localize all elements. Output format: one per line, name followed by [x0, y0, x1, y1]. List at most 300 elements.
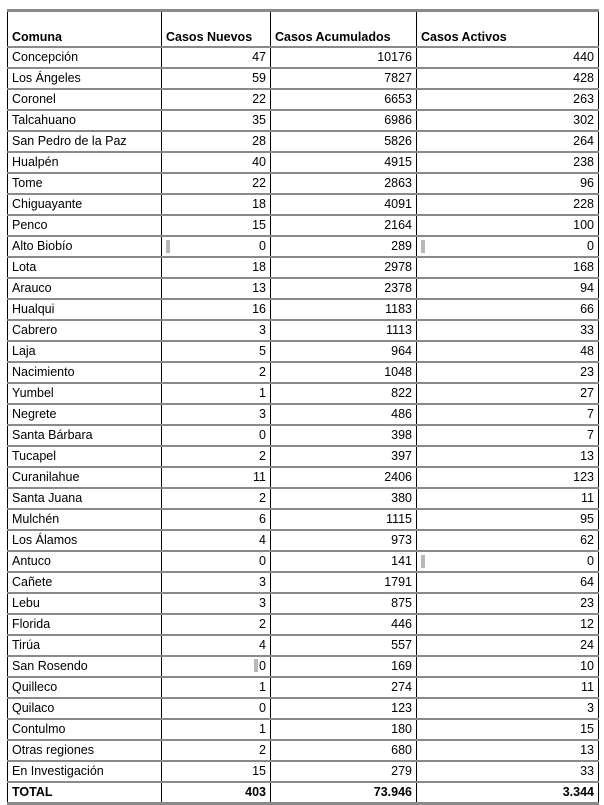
casos-acumulados-cell: [271, 131, 417, 152]
table-body: [8, 47, 599, 782]
table-row: [8, 341, 599, 362]
casos-acumulados-cell: [271, 404, 417, 425]
casos-activos-cell-value: 7: [587, 407, 594, 421]
casos-nuevos-cell-value: 2: [259, 365, 266, 379]
casos-activos-cell-value: 3: [587, 701, 594, 715]
casos-nuevos-cell: [162, 215, 271, 236]
casos-nuevos-cell: [162, 467, 271, 488]
casos-nuevos-cell-value: 0: [259, 428, 266, 442]
casos-nuevos-cell-value: 3: [259, 575, 266, 589]
casos-nuevos-cell-value: 0: [259, 554, 266, 568]
comuna-cell-value: Coronel: [12, 92, 56, 106]
comuna-cell-value: Santa Bárbara: [12, 428, 93, 442]
cell-marker-icon: [421, 240, 425, 253]
comuna-cell: [8, 110, 162, 131]
casos-activos-cell: [417, 467, 599, 488]
table-row: [8, 467, 599, 488]
casos-acumulados-cell-value: 557: [391, 638, 412, 652]
total-activos: 3.344: [417, 782, 599, 804]
casos-activos-cell-value: 13: [580, 449, 594, 463]
table-row: [8, 215, 599, 236]
casos-acumulados-cell-value: 2978: [384, 260, 412, 274]
casos-activos-cell: [417, 278, 599, 299]
casos-nuevos-cell-value: 47: [252, 50, 266, 64]
casos-activos-cell-value: 428: [573, 71, 594, 85]
casos-activos-cell-value: 33: [580, 323, 594, 337]
casos-acumulados-cell: [271, 383, 417, 404]
casos-activos-cell-value: 11: [581, 680, 594, 694]
comuna-cell: [8, 761, 162, 782]
casos-activos-cell-value: 7: [587, 428, 594, 442]
table-row: [8, 89, 599, 110]
comuna-cell-value: Los Ángeles: [12, 71, 81, 85]
table-row: [8, 110, 599, 131]
casos-acumulados-cell: [271, 215, 417, 236]
casos-acumulados-cell: [271, 47, 417, 68]
casos-activos-cell-value: 64: [580, 575, 594, 589]
comuna-cell-value: Alto Biobío: [12, 239, 73, 253]
comuna-cell-value: Yumbel: [12, 386, 54, 400]
comuna-cell-value: Arauco: [12, 281, 52, 295]
covid-cases-table: [7, 9, 599, 805]
casos-acumulados-cell-value: 4915: [384, 155, 412, 169]
comuna-cell: [8, 383, 162, 404]
comuna-cell-value: San Rosendo: [12, 659, 88, 673]
comuna-cell: [8, 425, 162, 446]
comuna-cell-value: Contulmo: [12, 722, 66, 736]
casos-acumulados-cell: [271, 614, 417, 635]
casos-nuevos-cell: [162, 656, 271, 677]
casos-activos-cell: [417, 299, 599, 320]
table-row: [8, 761, 599, 782]
casos-activos-cell-value: 168: [573, 260, 594, 274]
casos-acumulados-cell-value: 2406: [384, 470, 412, 484]
casos-acumulados-cell: [271, 593, 417, 614]
comuna-cell-value: Negrete: [12, 407, 57, 421]
casos-acumulados-cell-value: 141: [391, 554, 412, 568]
table-row: [8, 257, 599, 278]
table-row: [8, 404, 599, 425]
comuna-cell-value: Chiguayante: [12, 197, 83, 211]
header-casos-acumulados: Casos Acumulados: [271, 11, 417, 48]
casos-activos-cell-value: 0: [587, 239, 594, 253]
comuna-cell-value: Tucapel: [12, 449, 57, 463]
casos-nuevos-cell: [162, 320, 271, 341]
casos-activos-cell: [417, 719, 599, 740]
comuna-cell-value: Mulchén: [12, 512, 60, 526]
casos-nuevos-cell: [162, 614, 271, 635]
casos-activos-cell-value: 48: [580, 344, 594, 358]
casos-acumulados-cell-value: 180: [391, 722, 412, 736]
casos-acumulados-cell-value: 6653: [384, 92, 412, 106]
casos-activos-cell: [417, 761, 599, 782]
casos-nuevos-cell: [162, 677, 271, 698]
casos-activos-cell-value: 33: [580, 764, 594, 778]
casos-activos-cell-value: 264: [573, 134, 594, 148]
casos-nuevos-cell-value: 18: [252, 260, 266, 274]
casos-acumulados-cell: [271, 635, 417, 656]
casos-acumulados-cell-value: 1048: [384, 365, 412, 379]
casos-nuevos-cell-value: 6: [259, 512, 266, 526]
casos-activos-cell: [417, 404, 599, 425]
comuna-cell-value: Laja: [12, 344, 36, 358]
casos-activos-cell: [417, 425, 599, 446]
casos-nuevos-cell-value: 0: [259, 701, 266, 715]
casos-nuevos-cell-value: 3: [259, 407, 266, 421]
casos-acumulados-cell: [271, 278, 417, 299]
casos-nuevos-cell: [162, 383, 271, 404]
casos-nuevos-cell: [162, 152, 271, 173]
casos-acumulados-cell: [271, 362, 417, 383]
casos-nuevos-cell: [162, 719, 271, 740]
comuna-cell-value: Tome: [12, 176, 43, 190]
casos-activos-cell: [417, 530, 599, 551]
casos-activos-cell-value: 66: [580, 302, 594, 316]
casos-activos-cell-value: 96: [580, 176, 594, 190]
casos-activos-cell: [417, 110, 599, 131]
casos-acumulados-cell: [271, 551, 417, 572]
casos-acumulados-cell: [271, 467, 417, 488]
casos-nuevos-cell-value: 15: [252, 218, 266, 232]
casos-acumulados-cell-value: 2863: [384, 176, 412, 190]
table-row: [8, 572, 599, 593]
casos-acumulados-cell: [271, 698, 417, 719]
casos-acumulados-cell: [271, 719, 417, 740]
casos-nuevos-cell: [162, 635, 271, 656]
comuna-cell: [8, 551, 162, 572]
comuna-cell: [8, 194, 162, 215]
comuna-cell-value: Lota: [12, 260, 37, 274]
casos-activos-cell-value: 62: [580, 533, 594, 547]
casos-acumulados-cell: [271, 68, 417, 89]
casos-activos-cell: [417, 47, 599, 68]
comuna-cell: [8, 467, 162, 488]
casos-acumulados-cell-value: 1791: [384, 575, 412, 589]
casos-acumulados-cell-value: 279: [391, 764, 412, 778]
casos-nuevos-cell-value: 0: [259, 239, 266, 253]
casos-acumulados-cell-value: 274: [391, 680, 412, 694]
casos-activos-cell-value: 23: [580, 596, 594, 610]
table-row: [8, 677, 599, 698]
table-row: [8, 383, 599, 404]
comuna-cell: [8, 320, 162, 341]
casos-acumulados-cell: [271, 173, 417, 194]
casos-acumulados-cell: [271, 257, 417, 278]
comuna-cell: [8, 278, 162, 299]
casos-acumulados-cell: [271, 341, 417, 362]
casos-nuevos-cell: [162, 698, 271, 719]
comuna-cell: [8, 488, 162, 509]
casos-activos-cell-value: 100: [573, 218, 594, 232]
casos-acumulados-cell-value: 6986: [384, 113, 412, 127]
casos-activos-cell: [417, 446, 599, 467]
casos-acumulados-cell: [271, 446, 417, 467]
table-row: [8, 131, 599, 152]
comuna-cell-value: En Investigación: [12, 764, 104, 778]
casos-activos-cell-value: 94: [580, 281, 594, 295]
casos-activos-cell-value: 24: [580, 638, 594, 652]
casos-acumulados-cell-value: 2164: [384, 218, 412, 232]
comuna-cell: [8, 677, 162, 698]
casos-activos-cell: [417, 677, 599, 698]
casos-activos-cell: [417, 173, 599, 194]
casos-activos-cell: [417, 656, 599, 677]
casos-acumulados-cell: [271, 677, 417, 698]
casos-nuevos-cell-value: 2: [259, 491, 266, 505]
casos-nuevos-cell: [162, 299, 271, 320]
casos-acumulados-cell-value: 5826: [384, 134, 412, 148]
total-label: TOTAL: [8, 782, 162, 804]
casos-activos-cell-value: 440: [573, 50, 594, 64]
casos-nuevos-cell-value: 18: [252, 197, 266, 211]
casos-nuevos-cell: [162, 341, 271, 362]
cell-marker-icon: [254, 659, 258, 672]
comuna-cell-value: Quilaco: [12, 701, 55, 715]
comuna-cell: [8, 173, 162, 194]
casos-acumulados-cell: [271, 761, 417, 782]
casos-acumulados-cell: [271, 110, 417, 131]
casos-nuevos-cell: [162, 404, 271, 425]
total-nuevos: 403: [162, 782, 271, 804]
casos-acumulados-cell-value: 446: [391, 617, 412, 631]
casos-activos-cell: [417, 89, 599, 110]
casos-acumulados-cell: [271, 530, 417, 551]
casos-nuevos-cell: [162, 740, 271, 761]
casos-acumulados-cell-value: 964: [391, 344, 412, 358]
casos-activos-cell: [417, 257, 599, 278]
casos-acumulados-cell-value: 1115: [386, 512, 412, 526]
comuna-cell-value: Nacimiento: [12, 365, 75, 379]
casos-nuevos-cell: [162, 68, 271, 89]
casos-activos-cell: [417, 194, 599, 215]
casos-activos-cell: [417, 341, 599, 362]
table-row: [8, 68, 599, 89]
comuna-cell: [8, 740, 162, 761]
comuna-cell-value: Talcahuano: [12, 113, 76, 127]
comuna-cell-value: Concepción: [12, 50, 79, 64]
header-row: [8, 11, 599, 48]
comuna-cell: [8, 257, 162, 278]
comuna-cell-value: Antuco: [12, 554, 51, 568]
table-row: [8, 47, 599, 68]
casos-nuevos-cell-value: 3: [259, 596, 266, 610]
comuna-cell: [8, 614, 162, 635]
casos-acumulados-cell-value: 380: [391, 491, 412, 505]
casos-nuevos-cell: [162, 551, 271, 572]
casos-nuevos-cell-value: 11: [253, 470, 266, 484]
comuna-cell-value: San Pedro de la Paz: [12, 134, 127, 148]
casos-nuevos-cell-value: 28: [252, 134, 266, 148]
casos-activos-cell-value: 95: [580, 512, 594, 526]
casos-activos-cell: [417, 740, 599, 761]
casos-nuevos-cell: [162, 173, 271, 194]
casos-acumulados-cell-value: 289: [391, 239, 412, 253]
casos-acumulados-cell-value: 680: [391, 743, 412, 757]
casos-nuevos-cell-value: 2: [259, 743, 266, 757]
casos-acumulados-cell: [271, 320, 417, 341]
table-row: [8, 194, 599, 215]
comuna-cell: [8, 572, 162, 593]
casos-nuevos-cell: [162, 530, 271, 551]
table-row: [8, 551, 599, 572]
casos-nuevos-cell-value: 3: [259, 323, 266, 337]
casos-nuevos-cell: [162, 194, 271, 215]
table-row: [8, 299, 599, 320]
comuna-cell-value: Otras regiones: [12, 743, 94, 757]
casos-nuevos-cell-value: 4: [259, 533, 266, 547]
table-row: [8, 593, 599, 614]
casos-acumulados-cell: [271, 488, 417, 509]
casos-acumulados-cell-value: 822: [391, 386, 412, 400]
comuna-cell-value: Lebu: [12, 596, 40, 610]
casos-nuevos-cell-value: 40: [252, 155, 266, 169]
casos-acumulados-cell-value: 1113: [386, 323, 412, 337]
comuna-cell: [8, 593, 162, 614]
table-row: [8, 488, 599, 509]
comuna-cell: [8, 299, 162, 320]
casos-nuevos-cell-value: 5: [259, 344, 266, 358]
casos-nuevos-cell: [162, 761, 271, 782]
casos-activos-cell-value: 238: [573, 155, 594, 169]
comuna-cell: [8, 215, 162, 236]
casos-nuevos-cell-value: 1: [259, 722, 266, 736]
casos-activos-cell-value: 302: [573, 113, 594, 127]
table-row: [8, 635, 599, 656]
comuna-cell-value: Tirúa: [12, 638, 41, 652]
casos-nuevos-cell: [162, 425, 271, 446]
casos-nuevos-cell: [162, 446, 271, 467]
casos-nuevos-cell: [162, 278, 271, 299]
casos-acumulados-cell-value: 10176: [377, 50, 412, 64]
header-casos-activos: Casos Activos: [417, 11, 599, 48]
casos-activos-cell-value: 10: [580, 659, 594, 673]
comuna-cell-value: Cañete: [12, 575, 53, 589]
casos-nuevos-cell-value: 59: [252, 71, 266, 85]
table-row: [8, 740, 599, 761]
casos-acumulados-cell: [271, 509, 417, 530]
table-row: [8, 698, 599, 719]
comuna-cell-value: Los Álamos: [12, 533, 78, 547]
comuna-cell-value: Penco: [12, 218, 48, 232]
casos-activos-cell: [417, 131, 599, 152]
casos-activos-cell: [417, 383, 599, 404]
casos-activos-cell: [417, 635, 599, 656]
table-row: [8, 173, 599, 194]
casos-nuevos-cell: [162, 257, 271, 278]
casos-activos-cell: [417, 572, 599, 593]
casos-nuevos-cell: [162, 110, 271, 131]
casos-nuevos-cell: [162, 593, 271, 614]
casos-acumulados-cell-value: 973: [391, 533, 412, 547]
casos-activos-cell-value: 15: [580, 722, 594, 736]
casos-acumulados-cell-value: 2378: [384, 281, 412, 295]
casos-activos-cell: [417, 215, 599, 236]
casos-activos-cell: [417, 614, 599, 635]
casos-activos-cell-value: 12: [580, 617, 594, 631]
casos-nuevos-cell-value: 0: [259, 659, 266, 673]
comuna-cell-value: Santa Juana: [12, 491, 83, 505]
casos-acumulados-cell: [271, 656, 417, 677]
cell-marker-icon: [421, 555, 425, 568]
casos-activos-cell-value: 27: [580, 386, 594, 400]
casos-acumulados-cell: [271, 236, 417, 257]
casos-acumulados-cell-value: 4091: [384, 197, 412, 211]
comuna-cell-value: Florida: [12, 617, 51, 631]
comuna-cell: [8, 89, 162, 110]
casos-acumulados-cell: [271, 425, 417, 446]
total-row: [8, 782, 599, 804]
casos-activos-cell: [417, 551, 599, 572]
casos-nuevos-cell-value: 13: [252, 281, 266, 295]
casos-activos-cell: [417, 236, 599, 257]
table-row: [8, 509, 599, 530]
comuna-cell: [8, 530, 162, 551]
comuna-cell: [8, 152, 162, 173]
casos-activos-cell: [417, 488, 599, 509]
casos-acumulados-cell-value: 875: [391, 596, 412, 610]
casos-nuevos-cell-value: 22: [252, 176, 266, 190]
comuna-cell-value: Hualpén: [12, 155, 59, 169]
header-casos-nuevos: Casos Nuevos: [162, 11, 271, 48]
comuna-cell: [8, 341, 162, 362]
casos-activos-cell: [417, 509, 599, 530]
casos-activos-cell: [417, 698, 599, 719]
casos-activos-cell-value: 263: [573, 92, 594, 106]
casos-activos-cell-value: 228: [573, 197, 594, 211]
casos-acumulados-cell-value: 1183: [385, 302, 412, 316]
casos-nuevos-cell-value: 15: [252, 764, 266, 778]
casos-nuevos-cell-value: 4: [259, 638, 266, 652]
casos-acumulados-cell-value: 7827: [384, 71, 412, 85]
casos-nuevos-cell: [162, 236, 271, 257]
casos-nuevos-cell-value: 1: [259, 680, 266, 694]
casos-activos-cell: [417, 68, 599, 89]
comuna-cell: [8, 68, 162, 89]
casos-acumulados-cell-value: 169: [391, 659, 412, 673]
comuna-cell: [8, 509, 162, 530]
casos-nuevos-cell-value: 35: [252, 113, 266, 127]
comuna-cell-value: Hualqui: [12, 302, 55, 316]
casos-acumulados-cell-value: 123: [391, 701, 412, 715]
casos-nuevos-cell-value: 2: [259, 617, 266, 631]
casos-acumulados-cell-value: 486: [391, 407, 412, 421]
casos-acumulados-cell: [271, 740, 417, 761]
casos-nuevos-cell-value: 2: [259, 449, 266, 463]
casos-nuevos-cell: [162, 47, 271, 68]
casos-acumulados-cell: [271, 89, 417, 110]
table-row: [8, 362, 599, 383]
table-row: [8, 530, 599, 551]
casos-acumulados-cell: [271, 299, 417, 320]
comuna-cell: [8, 362, 162, 383]
casos-nuevos-cell: [162, 362, 271, 383]
cell-marker-icon: [166, 240, 170, 253]
casos-activos-cell: [417, 320, 599, 341]
table-row: [8, 656, 599, 677]
casos-nuevos-cell-value: 22: [252, 92, 266, 106]
comuna-cell: [8, 47, 162, 68]
table-row: [8, 152, 599, 173]
comuna-cell: [8, 719, 162, 740]
casos-activos-cell-value: 0: [587, 554, 594, 568]
comuna-cell: [8, 656, 162, 677]
casos-activos-cell-value: 123: [573, 470, 594, 484]
casos-activos-cell: [417, 593, 599, 614]
casos-nuevos-cell: [162, 572, 271, 593]
casos-nuevos-cell: [162, 131, 271, 152]
casos-acumulados-cell: [271, 152, 417, 173]
comuna-cell: [8, 635, 162, 656]
